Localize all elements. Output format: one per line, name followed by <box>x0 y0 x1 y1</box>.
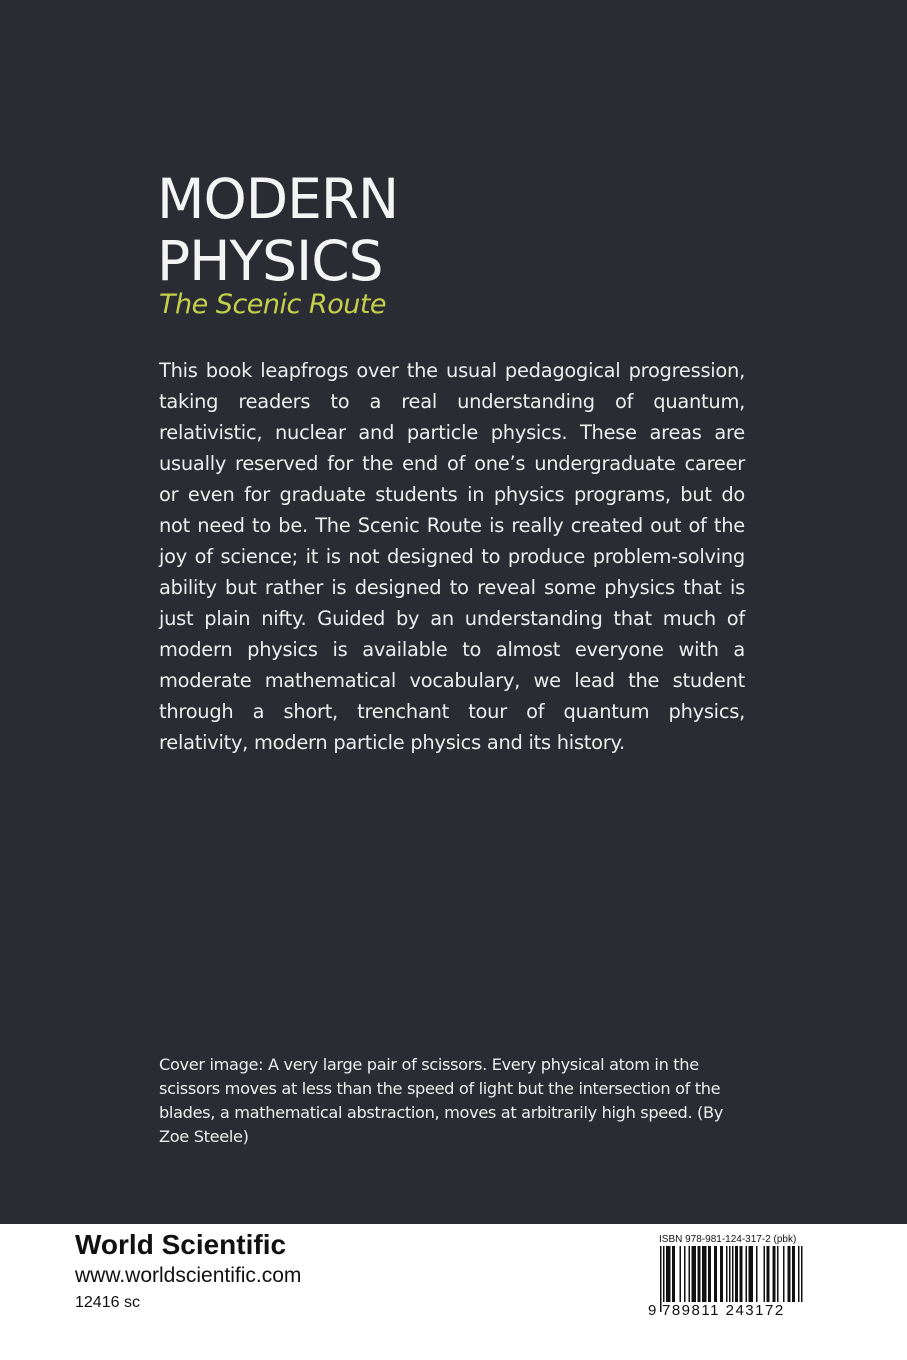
barcode-bar <box>783 1246 785 1302</box>
barcode-bar <box>722 1246 724 1302</box>
barcode-bar <box>702 1246 704 1302</box>
barcode-bar <box>740 1246 742 1302</box>
barcode-bar <box>710 1246 712 1302</box>
barcode-bar <box>672 1246 674 1302</box>
barcode-bar <box>674 1246 676 1302</box>
barcode-bar <box>735 1246 737 1302</box>
barcode-bar <box>749 1246 751 1302</box>
barcode-bar <box>666 1246 668 1302</box>
barcode-bar <box>792 1246 794 1302</box>
barcode-bar <box>789 1246 791 1302</box>
publisher-website: www.worldscientific.com <box>75 1264 302 1287</box>
barcode-bar <box>794 1246 796 1302</box>
barcode-bar <box>692 1246 694 1302</box>
barcode-bar <box>698 1246 700 1302</box>
barcode-bar <box>705 1246 707 1302</box>
barcode-bar <box>777 1246 779 1302</box>
cover-image-credit: Cover image: A very large pair of scissors. Every physical atom in the scissors moves at less than the speed of light but the intersection of the blades, a mathematical abstraction, moves at arbitrarily high speed. (By Zoe Steele) <box>159 1055 723 1146</box>
book-title <box>157 168 398 292</box>
barcode-bar <box>668 1246 670 1302</box>
book-description: This book leapfrogs over the usual pedagogical progression, taking readers to a real understanding of quantum, relativistic, nuclear and particle physics. These areas are usually reserved for the end of one’s undergraduate career or even for graduate students in physics programs, but do not need to be. The Scenic Route is really created out of the joy of science; it is not designed to produce problem-solving ability but rather is designed to reveal some physics that is just plain nifty. Guided by an understanding that much of modern physics is available to almost everyone with a moderate mathematical vocabulary, we lead the student through a short, trenchant tour of quantum physics, relativity, modern particle physics and its history. <box>159 359 745 754</box>
barcode-bar <box>774 1246 776 1302</box>
barcode-bar <box>720 1246 722 1302</box>
barcode-bar <box>680 1246 682 1302</box>
barcode-bar <box>764 1246 766 1302</box>
barcode-area <box>648 1246 813 1336</box>
barcode-bar <box>708 1246 710 1302</box>
barcode-bar <box>669 1246 671 1302</box>
barcode-digits: 789811 243172 <box>662 1302 807 1320</box>
barcode-bar <box>788 1246 790 1302</box>
barcode-bar <box>750 1246 752 1302</box>
barcode-bar <box>684 1246 686 1302</box>
title-line-modern: MODERN <box>157 167 399 231</box>
barcode-bar <box>767 1246 769 1302</box>
barcode-bar <box>746 1246 748 1302</box>
catalog-code: 12416 sc <box>75 1294 140 1311</box>
barcode-bar <box>714 1246 716 1302</box>
barcode-bar <box>768 1246 770 1302</box>
publisher-name: World Scientific <box>75 1229 287 1260</box>
barcode-bar <box>756 1246 758 1302</box>
isbn-label: ISBN 978-981-124-317-2 (pbk) <box>659 1234 797 1245</box>
barcode-bar <box>726 1246 728 1302</box>
title-line-physics: PHYSICS <box>157 229 383 293</box>
barcode-bar <box>689 1246 691 1302</box>
barcode-bar <box>752 1246 754 1302</box>
barcode-bar <box>737 1246 739 1302</box>
barcode-bar <box>716 1246 718 1302</box>
barcode-bar <box>693 1246 695 1302</box>
barcode-bar <box>704 1246 706 1302</box>
barcode-bar <box>741 1246 743 1302</box>
book-subtitle: The Scenic Route <box>159 289 387 320</box>
barcode-first-digit: 9 <box>648 1302 657 1319</box>
barcode-bar <box>695 1246 697 1302</box>
barcode-bar <box>699 1246 701 1302</box>
barcode-bar <box>773 1246 775 1302</box>
